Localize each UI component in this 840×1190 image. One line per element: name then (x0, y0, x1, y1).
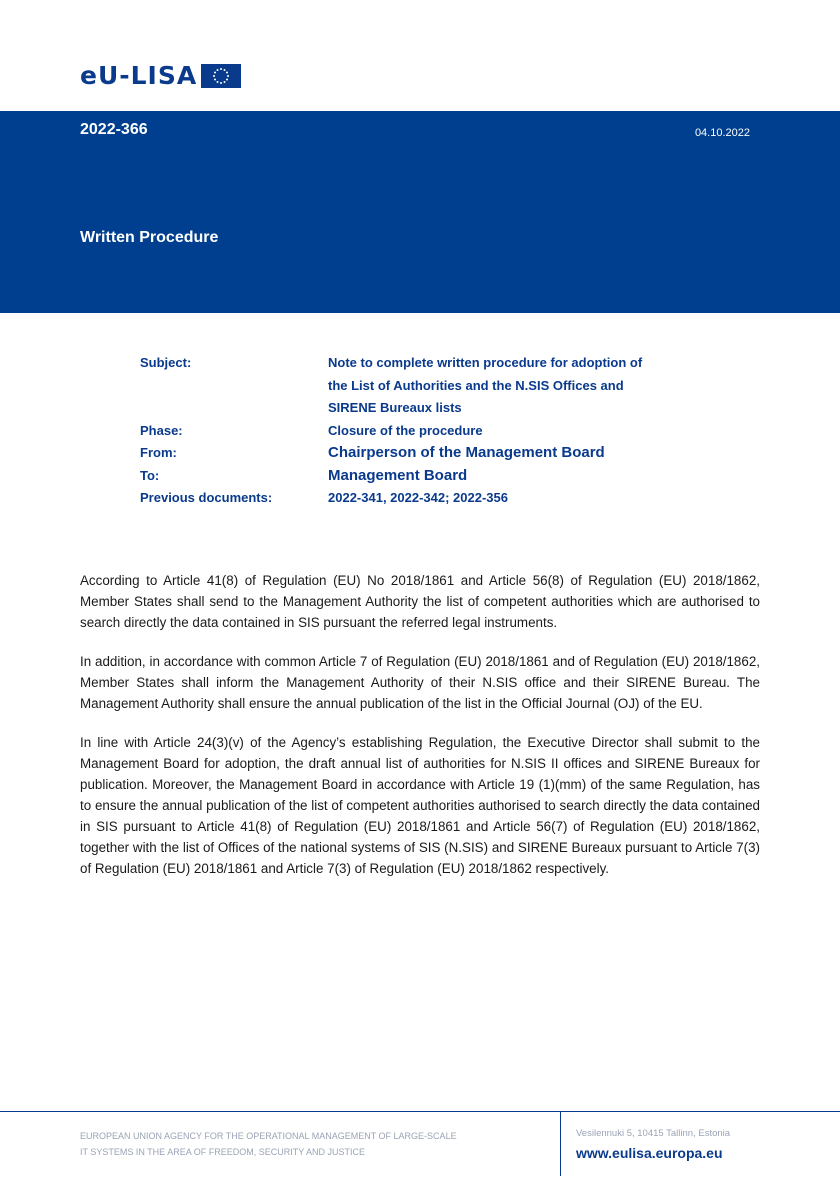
previous-documents-label: Previous documents: (140, 490, 273, 505)
agency-name-line: EUROPEAN UNION AGENCY FOR THE OPERATIONAL MANAGEMENT OF LARGE-SCALE (80, 1131, 457, 1141)
to-row (140, 465, 740, 488)
subject-label: Subject: (140, 355, 192, 370)
agency-name (80, 1128, 457, 1160)
eu-lisa-logo (80, 62, 241, 90)
phase-value: Closure of the procedure (328, 422, 483, 438)
body-paragraph: In line with Article 24(3)(v) of the Agency’s establishing Regulation, the Executive Director shall submit to the Management Board for adoption, the draft annual list of authorities for N.SIS II offices and SIRENE Bureaux for publication. Moreover, the Management Board in accordance with Article 19 (1)(mm) of the same Regulation, has to ensure the annual publication of the list of competent authorities authorised to search directly the data contained in SIS pursuant to Article 41(8) of Regulation (EU) 2018/1861 and Article 56(7) of Regulation (EU) 2018/1862, together with the list of Offices of the national systems of SIS (N.SIS) and SIRENE Bureaux pursuant to Article 7(3) of Regulation (EU) 2018/1861 and Article 7(3) of Regulation (EU) 2018/1862 respectively. (80, 735, 760, 876)
website-link[interactable]: www.eulisa.europa.eu (576, 1145, 723, 1161)
header-band (0, 111, 840, 313)
to-value: Management Board (328, 466, 468, 484)
document-type: Written Procedure (80, 229, 219, 246)
page-footer (0, 1111, 840, 1190)
document-body (80, 570, 760, 897)
agency-address: Vesilennuki 5, 10415 Tallinn, Estonia (576, 1128, 731, 1139)
phase-row (140, 420, 740, 443)
from-label: From: (140, 445, 177, 460)
subject-row (140, 352, 740, 420)
phase-label: Phase: (140, 422, 183, 438)
document-date: 04.10.2022 (694, 127, 750, 139)
previous-documents-row (140, 487, 740, 510)
subject-line: SIRENE Bureaux lists (328, 400, 462, 415)
eu-flag-icon (201, 64, 241, 88)
document-number: 2022-366 (80, 121, 148, 138)
agency-name-line: IT SYSTEMS IN THE AREA OF FREEDOM, SECURITY AND JUSTICE (80, 1147, 366, 1157)
subject-value (328, 352, 708, 420)
subject-line: the List of Authorities and the N.SIS Offices and (328, 377, 624, 393)
footer-divider (560, 1112, 561, 1176)
logo-text: eU-LISA (80, 61, 198, 90)
subject-line: Note to complete written procedure for adoption of (328, 355, 643, 370)
document-metadata (140, 352, 740, 510)
from-row (140, 442, 740, 465)
body-paragraph: In addition, in accordance with common Article 7 of Regulation (EU) 2018/1861 and of Regulation (EU) 2018/1862, Member States shall inform the Management Authority of their N.SIS office and their SIRENE Bureau. The Management Authority shall ensure the annual publication of the list in the Official Journal (OJ) of the EU. (80, 654, 760, 711)
from-value: Chairperson of the Management Board (328, 444, 605, 461)
to-label: To: (140, 467, 160, 483)
previous-documents-value: 2022-341, 2022-342; 2022-356 (328, 490, 508, 505)
body-paragraph: According to Article 41(8) of Regulation (EU) No 2018/1861 and Article 56(8) of Regulation (EU) 2018/1862, Member States shall send to the Management Authority the list of competent authorities which are authorised to search directly the data contained in SIS pursuant the referred legal instruments. (80, 573, 760, 630)
